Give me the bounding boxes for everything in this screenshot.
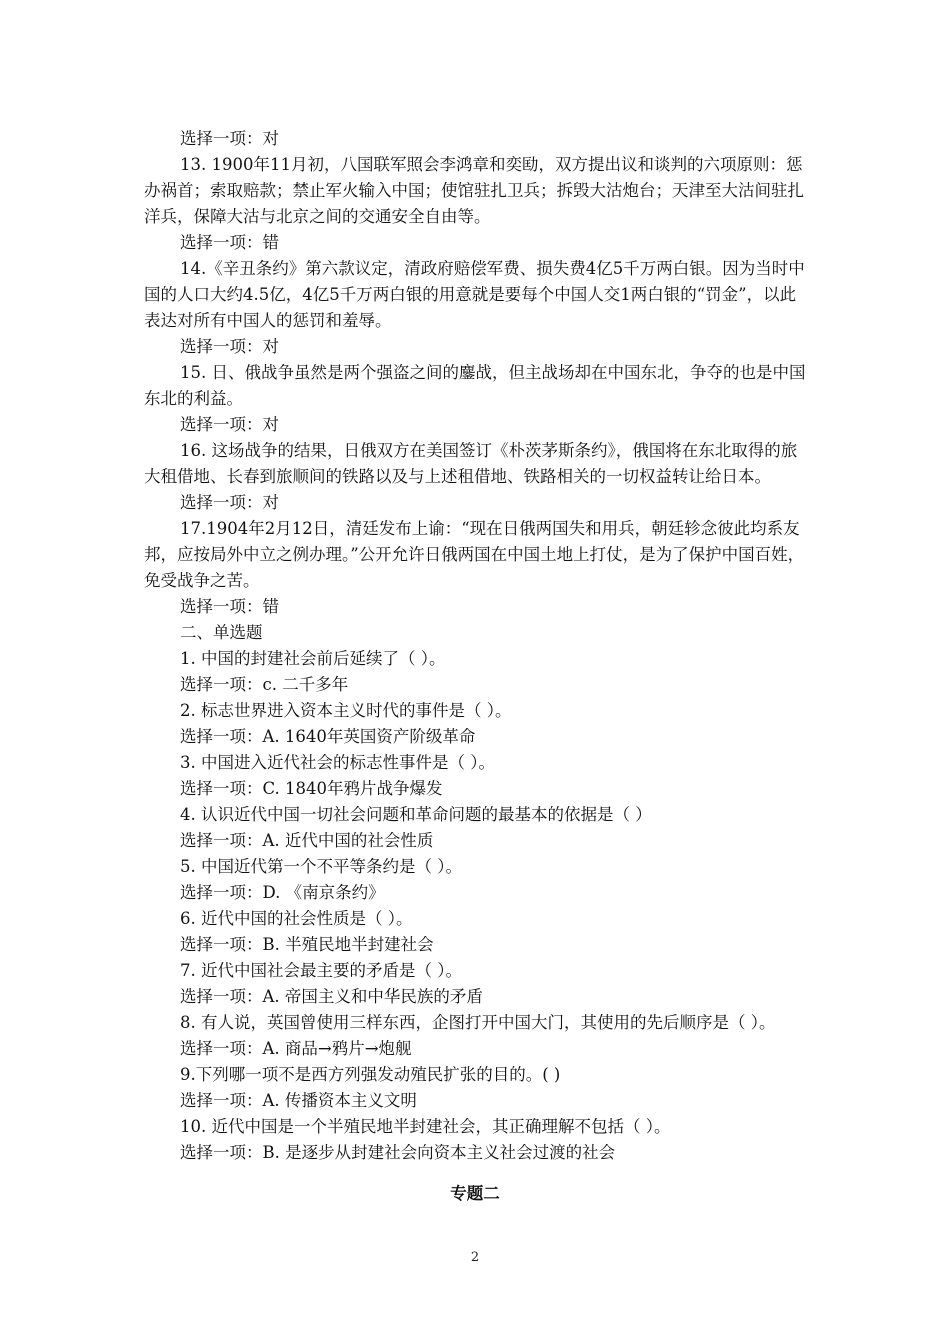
mc-question-10: 10. 近代中国是一个半殖民地半封建社会，其正确理解不包括（ ）。	[180, 1117, 671, 1136]
answer-line: 选择一项：对	[180, 337, 279, 356]
question-13: 13. 1900年11月初，八国联军照会李鸿章和奕劻，双方提出议和谈判的六项原则：惩办祸首；索取赔款；禁止军火输入中国；使馆驻扎卫兵；拆毁大沽炮台；天津至大沽间驻扎洋兵，保障大沽与北京之间的交通安全自由等。	[144, 155, 804, 226]
question-14: 14.《辛丑条约》第六款议定，清政府赔偿军费、损失费4亿5千万两白银。因为当时中国的人口大约4.5亿，4亿5千万两白银的用意就是要每个中国人交1两白银的“罚金”，以此表达对所有中国人的惩罚和羞辱。	[144, 259, 805, 330]
section-heading-single-choice: 二、单选题	[180, 623, 263, 642]
answer-line: 选择一项：A. 近代中国的社会性质	[180, 831, 434, 850]
answer-line: 选择一项：B. 半殖民地半封建社会	[180, 935, 434, 954]
section-title: 专题二	[450, 1184, 500, 1203]
answer-line: 选择一项：错	[180, 597, 279, 616]
page-number: 2	[470, 1250, 480, 1265]
answer-line: 选择一项：A. 商品→鸦片→炮舰	[180, 1039, 412, 1058]
mc-question-4: 4. 认识近代中国一切社会问题和革命问题的最基本的依据是（ ）	[180, 805, 652, 824]
mc-question-2: 2. 标志世界进入资本主义时代的事件是（ ）。	[180, 701, 512, 720]
answer-line: 选择一项：A. 帝国主义和中华民族的矛盾	[180, 987, 483, 1006]
answer-line: 选择一项：对	[180, 415, 279, 434]
answer-line: 选择一项：A. 传播资本主义文明	[180, 1091, 417, 1110]
question-17: 17.1904年2月12日，清廷发布上谕：“现在日俄两国失和用兵，朝廷轸念彼此均系友邦，应按局外中立之例办理。”公开允许日俄两国在中国土地上打仗，是为了保护中国百姓，免受战争之苦。	[144, 519, 805, 590]
mc-question-8: 8. 有人说，英国曾使用三样东西，企图打开中国大门，其使用的先后顺序是（ ）。	[180, 1013, 776, 1032]
answer-line: 选择一项：对	[180, 493, 279, 512]
answer-line: 选择一项：A. 1640年英国资产阶级革命	[180, 727, 476, 746]
question-15: 15. 日、俄战争虽然是两个强盗之间的鏖战，但主战场却在中国东北，争夺的也是中国东北的利益。	[144, 363, 806, 408]
mc-question-9: 9.下列哪一项不是西方列强发动殖民扩张的目的。( )	[180, 1065, 561, 1084]
mc-question-3: 3. 中国进入近代社会的标志性事件是（ ）。	[180, 753, 495, 772]
page-content	[144, 126, 810, 1166]
question-16: 16. 这场战争的结果，日俄双方在美国签订《朴茨茅斯条约》，俄国将在东北取得的旅大租借地、长春到旅顺间的铁路以及与上述租借地、铁路相关的一切权益转让给日本。	[144, 441, 798, 486]
answer-line: 选择一项：c. 二千多年	[180, 675, 349, 694]
answer-line: 选择一项：对	[180, 129, 279, 148]
answer-line: 选择一项：错	[180, 233, 279, 252]
mc-question-6: 6. 近代中国的社会性质是（ ）。	[180, 909, 413, 928]
answer-line: 选择一项：D. 《南京条约》	[180, 883, 385, 902]
answer-line: 选择一项：B. 是逐步从封建社会向资本主义社会过渡的社会	[180, 1143, 616, 1162]
mc-question-1: 1. 中国的封建社会前后延续了（ ）。	[180, 649, 446, 668]
mc-question-7: 7. 近代中国社会最主要的矛盾是（ ）。	[180, 961, 462, 980]
answer-line: 选择一项：C. 1840年鸦片战争爆发	[180, 779, 443, 798]
mc-question-5: 5. 中国近代第一个不平等条约是（ ）。	[180, 857, 462, 876]
